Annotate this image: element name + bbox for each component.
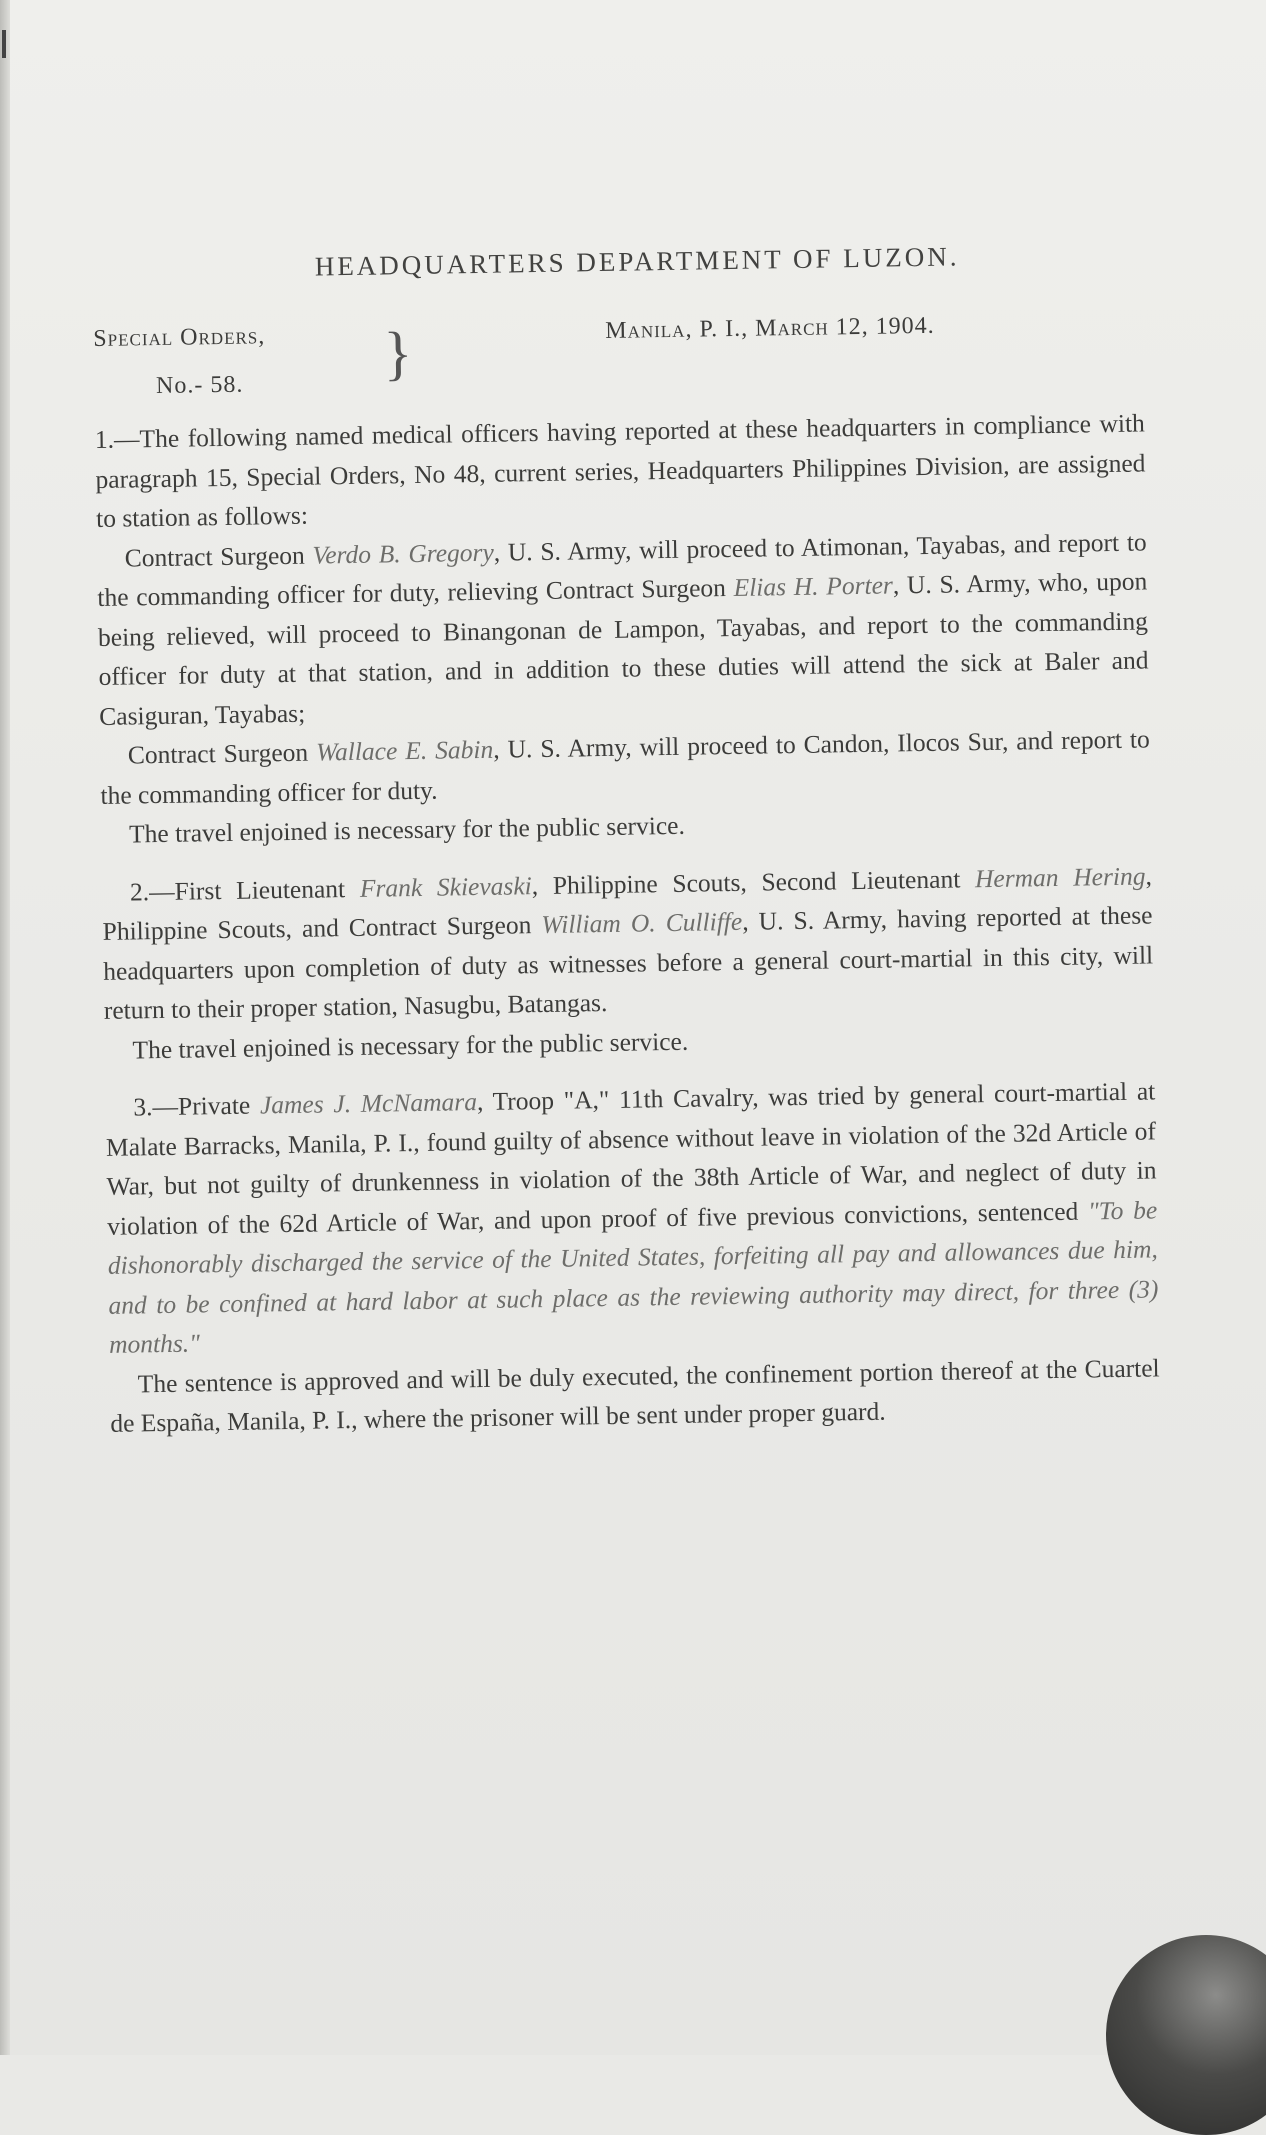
paragraph-2	[102, 856, 1154, 1030]
paragraph-3	[105, 1071, 1159, 1364]
officer-name-sabin: Wallace E. Sabin	[315, 734, 494, 767]
travel-note-1: The travel enjoined is necessary for the public service.	[128, 810, 686, 849]
paragraph-2-post: , U. S. Army, having reported at these headquarters upon completion of duty as witnesses before a general court-martial in this city, will return to their proper station, Nasugbu, Batangas.	[103, 900, 1154, 1025]
officer-name-culliffe: William O. Culliffe	[541, 906, 743, 940]
paragraph-1-intro-text: 1.—The following named medical officers having reported at these headquarters in compliance with paragraph 15, Special Orders, No 48, current series, Headquarters Philippines Division, are assigned to station as follows:	[94, 408, 1146, 533]
brace-glyph: }	[383, 319, 413, 387]
paragraph-3-pre: 3.—Private	[133, 1090, 261, 1122]
corner-shadow	[1106, 1935, 1266, 2135]
officer-name-skievaski: Frank Skievaski	[359, 870, 532, 903]
special-orders-document	[92, 239, 1161, 1444]
officer-name-porter: Elias H. Porter	[733, 570, 894, 602]
special-orders-label: Special Orders,	[93, 323, 266, 352]
assignment-a-post: , U. S. Army, who, upon being relieved, will proceed to Binangonan de Lampon, Tayabas, and report to the commanding officer for duty at that station, and in addition to these duties will attend the sick at Baler and Casiguran, Tayabas;	[97, 566, 1149, 731]
assignment-b-post: , U. S. Army, will proceed to Candon, Ilocos Sur, and report to the commanding officer for duty.	[100, 724, 1150, 810]
assignment-a-pre: Contract Surgeon	[124, 540, 313, 573]
orders-header	[93, 309, 1144, 415]
orders-number: No.- 58.	[155, 371, 244, 400]
private-name-mcnamara: James J. McNamara	[259, 1087, 478, 1120]
officer-name-hering: Herman Hering	[974, 861, 1146, 893]
paragraph-2-mid2: , Philippine Scouts, and Contract Surgeon	[102, 860, 1153, 946]
binding-mark	[2, 30, 6, 58]
paragraph-2-pre: 2.—First Lieutenant	[129, 873, 361, 906]
paragraph-3-post: , Troop "A," 11th Cavalry, was tried by general court-martial at Malate Barracks, Manila, P. I., found guilty of absence without leave in violation of the 32d Article of War, but not guilty of drunkenness in violation of the 38th Article of War, and neglect of duty in violation of the 62d Article of War, and upon proof of five previous convictions, sentenced	[105, 1076, 1157, 1241]
binding-edge	[0, 0, 10, 2055]
assignment-b-pre: Contract Surgeon	[127, 737, 317, 770]
paragraph-2-mid1: , Philippine Scouts, Second Lieutenant	[531, 863, 976, 900]
paragraph-1-intro	[95, 403, 1147, 538]
place-date: Manila, P. I., March 12, 1904.	[605, 312, 935, 344]
paragraph-1-assignment-a	[96, 522, 1149, 736]
assignment-a-mid: , U. S. Army, will proceed to Atimonan, Tayabas, and report to the commanding officer for duty, relieving Contract Surgeon	[97, 526, 1147, 612]
page-title: HEADQUARTERS DEPARTMENT OF LUZON.	[314, 241, 960, 282]
sentence-text: "To be dishonorably discharged the service of the United States, forfeiting all pay and allowances due him, and to be confined at hard labor at such place as the reviewing authority may direct, for three (3) months."	[107, 1194, 1159, 1359]
paragraph-3-approval	[109, 1348, 1160, 1443]
travel-note-2: The travel enjoined is necessary for the public service.	[132, 1026, 689, 1064]
approval-text: The sentence is approved and will be duly executed, the confinement portion thereof at the Cuartel de España, Manila, P. I., where the prisoner will be sent under proper guard.	[110, 1352, 1160, 1438]
document-body	[95, 403, 1161, 1443]
officer-name-gregory: Verdo B. Gregory	[312, 537, 495, 570]
